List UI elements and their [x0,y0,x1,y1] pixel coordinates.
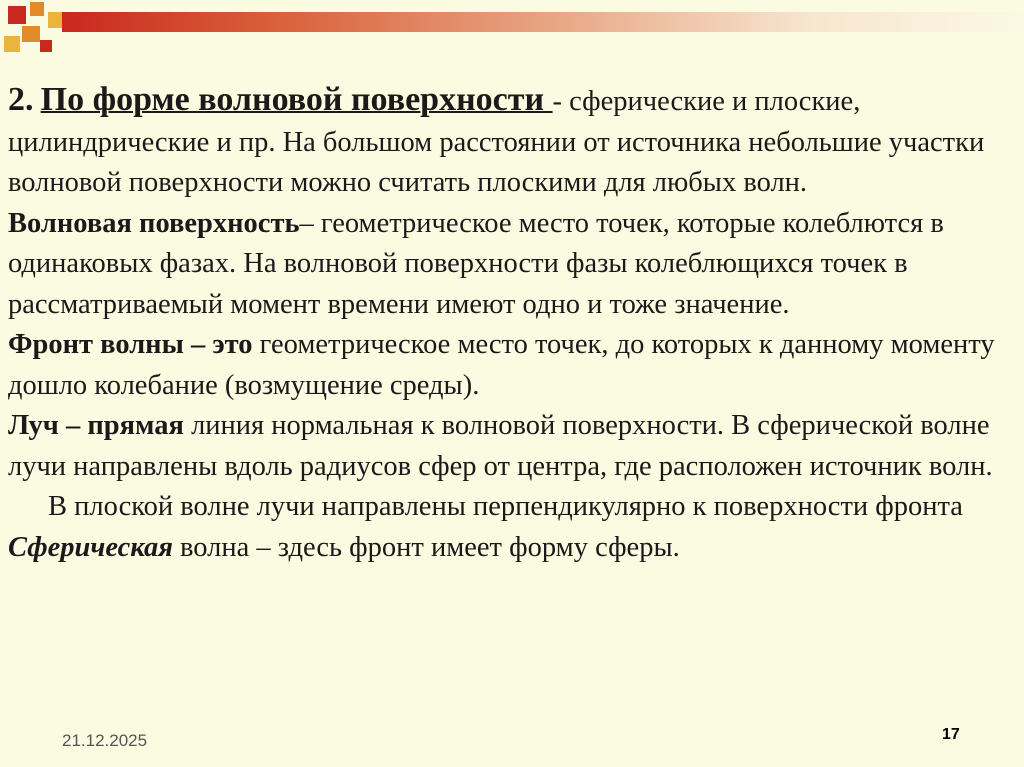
slide-number: 17 [942,726,960,743]
paragraph-text: плоские, цилиндрические и пр. На большом расстоянии от источника небольшие участки волновой поверхности можно считать плоскими для любых волн. [8,86,985,198]
deco-square [4,36,20,52]
paragraph-text: В плоской волне лучи направлены перпендикулярно к поверхности фронта [48,491,963,522]
slide-title: По форме волновой поверхности [40,81,553,118]
paragraph-spherical-wave [8,528,1008,569]
paragraph-ray-definition [8,406,1008,487]
deco-square [8,6,26,24]
slide-title-number: 2. [8,81,34,118]
slide-date: 21.12.2025 [62,731,148,750]
definition-text: волна – здесь фронт имеет форму сферы. [172,531,680,563]
definition-text: – геометрическое место точек, которые колеблются в одинаковых фазах. На волновой поверхности фазы колеблющихся точек в рассматриваемый момент времени имеют одно и тоже значение. [8,207,944,320]
term-wavefront: Фронт волны – это [8,329,253,360]
term-ray: Луч – прямая [8,410,184,441]
deco-square [30,2,44,16]
slide-body [8,80,1008,568]
term-spherical: Сферическая [8,531,173,563]
header-gradient-bar [62,12,1024,32]
header-decoration [0,0,1024,60]
paragraph-wavefront-definition [8,325,1008,406]
deco-square [22,26,40,42]
definition-text: линия нормальная к волновой поверхности. В сферической волне лучи направлены вдоль радиусов сфер от центра, где расположен источник волн. [8,410,993,482]
paragraph-wave-surface-definition [8,204,1008,326]
term-wave-surface: Волновая поверхность [8,207,300,239]
paragraph-wave-surface-form [8,80,1008,204]
title-continuation: - сферические и [552,86,748,117]
definition-text: геометрическое место точек, до которых к данному моменту дошло колебание (возмущение среды). [8,329,995,401]
deco-square [40,40,52,52]
paragraph-plane-wave [8,487,1008,528]
